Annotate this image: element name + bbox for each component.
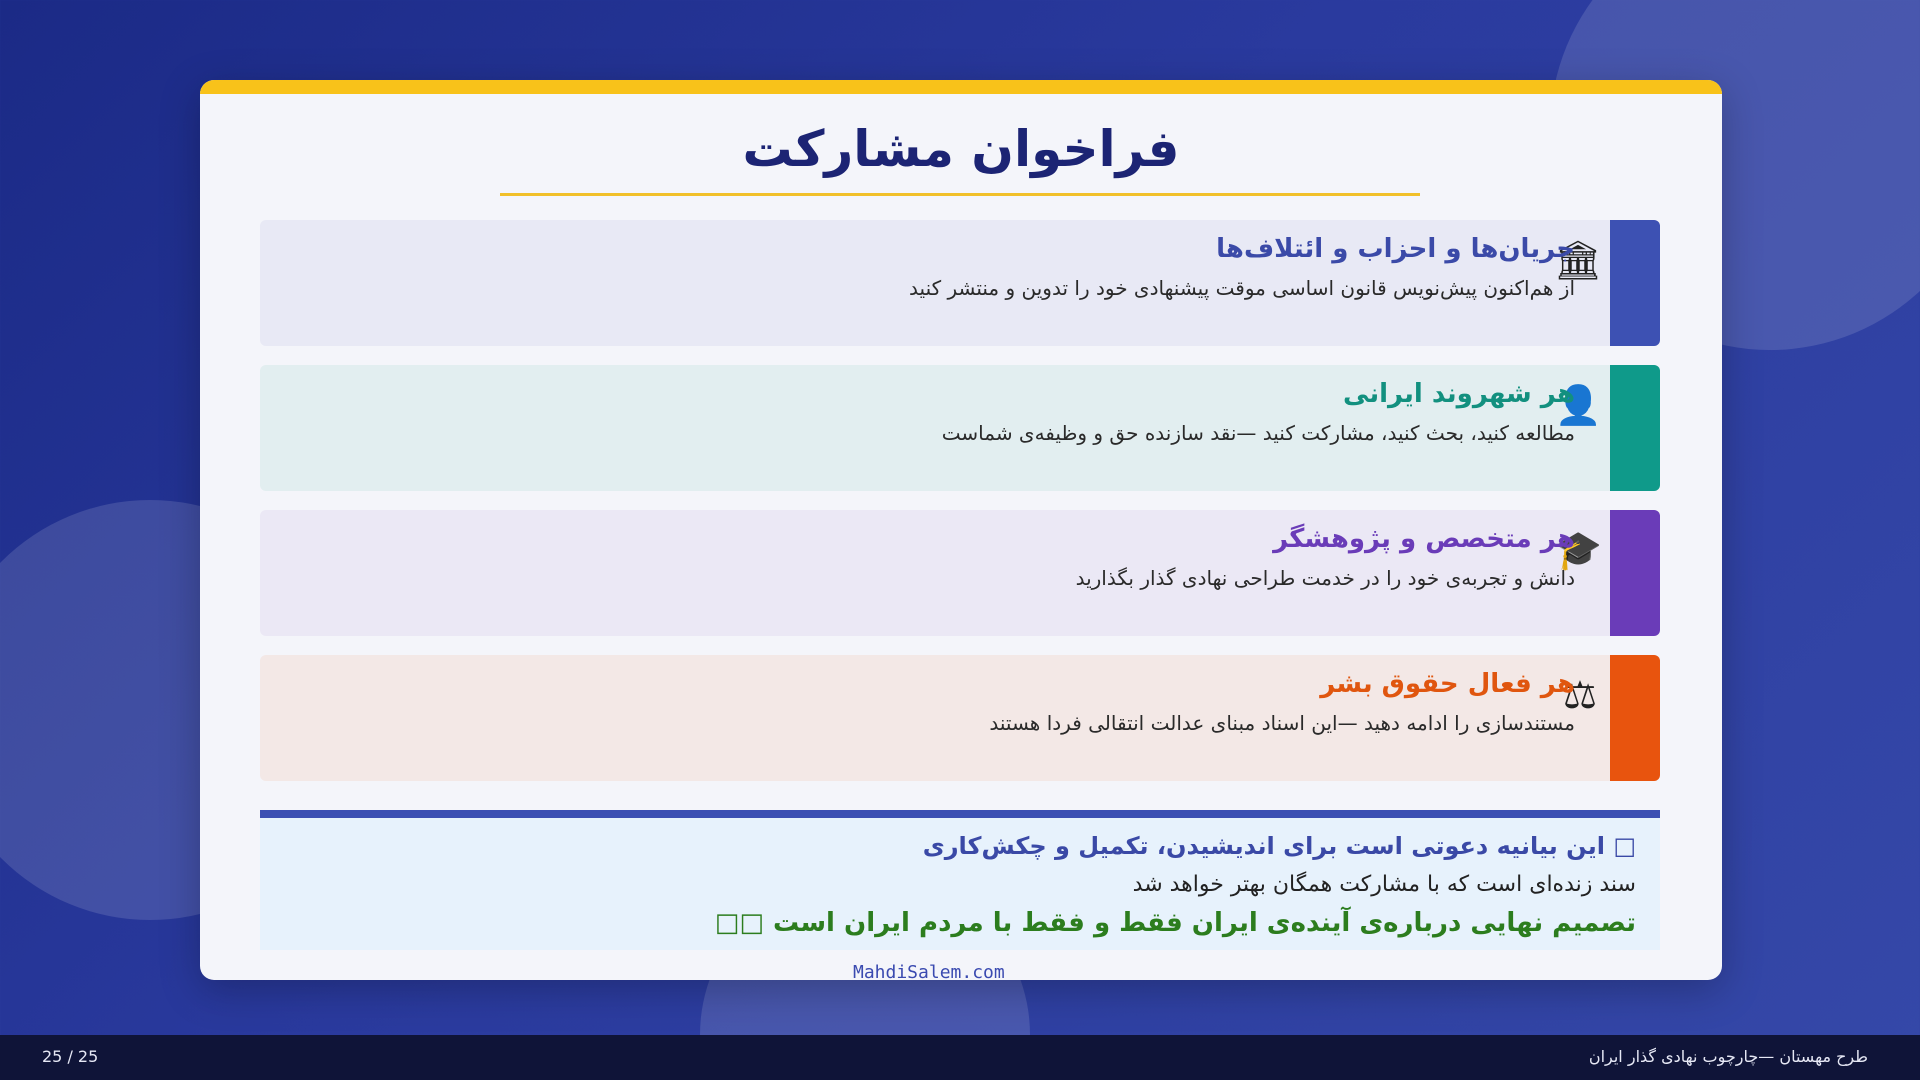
title-underline <box>500 193 1420 196</box>
closing-note <box>260 810 1660 950</box>
item-title: هر متخصص و پژوهشگر <box>1273 524 1575 554</box>
closing-note-bar <box>260 810 1660 818</box>
graduation-cap-icon: 🎓 <box>1554 528 1602 572</box>
item-title: هر شهروند ایرانی <box>1343 379 1575 409</box>
closing-note-invitation: □ این بیانیه دعوتی است برای اندیشیدن، تکمیل و چکش‌کاری <box>922 832 1636 860</box>
slide-card <box>200 80 1722 980</box>
item-accent-strip <box>1610 220 1660 346</box>
closing-note-final-decision: تصمیم نهایی درباره‌ی آینده‌ی ایران فقط و فقط با مردم ایران است □□ <box>714 908 1636 938</box>
item-title: هر فعال حقوق بشر <box>1320 669 1575 699</box>
item-description: از هم‌اکنون پیش‌نویس قانون اساسی موقت پیشنهادی خود را تدوین و منتشر کنید <box>909 276 1575 300</box>
person-icon: 👤 <box>1554 383 1602 427</box>
watermark-link: MahdiSalem.com <box>853 962 1005 983</box>
scales-icon: ⚖ <box>1562 673 1598 717</box>
item-title: جریان‌ها و احزاب و ائتلاف‌ها <box>1216 234 1575 264</box>
deck-title: طرح مهستان —چارچوب نهادی گذار ایران <box>1588 1047 1868 1066</box>
call-item-citizen <box>260 365 1660 491</box>
bottom-status-bar <box>0 1035 1920 1080</box>
closing-note-living-document: سند زنده‌ای است که با مشارکت همگان بهتر خواهد شد <box>1132 872 1636 897</box>
item-accent-strip <box>1610 510 1660 636</box>
item-description: مطالعه کنید، بحث کنید، مشارکت کنید —نقد سازنده حق و وظیفه‌ی شماست <box>941 421 1575 445</box>
item-accent-strip <box>1610 365 1660 491</box>
call-item-researcher <box>260 510 1660 636</box>
call-item-parties <box>260 220 1660 346</box>
slide-title: فراخوان مشارکت <box>742 120 1180 178</box>
item-accent-strip <box>1610 655 1660 781</box>
card-accent-bar <box>200 80 1722 94</box>
institution-icon: 🏛 <box>1553 238 1602 282</box>
item-description: دانش و تجربه‌ی خود را در خدمت طراحی نهادی گذار بگذارید <box>1075 566 1575 590</box>
item-description: مستندسازی را ادامه دهید —این اسناد مبنای عدالت انتقالی فردا هستند <box>989 711 1575 735</box>
page-number: 25 / 25 <box>42 1047 99 1066</box>
call-item-human-rights <box>260 655 1660 781</box>
